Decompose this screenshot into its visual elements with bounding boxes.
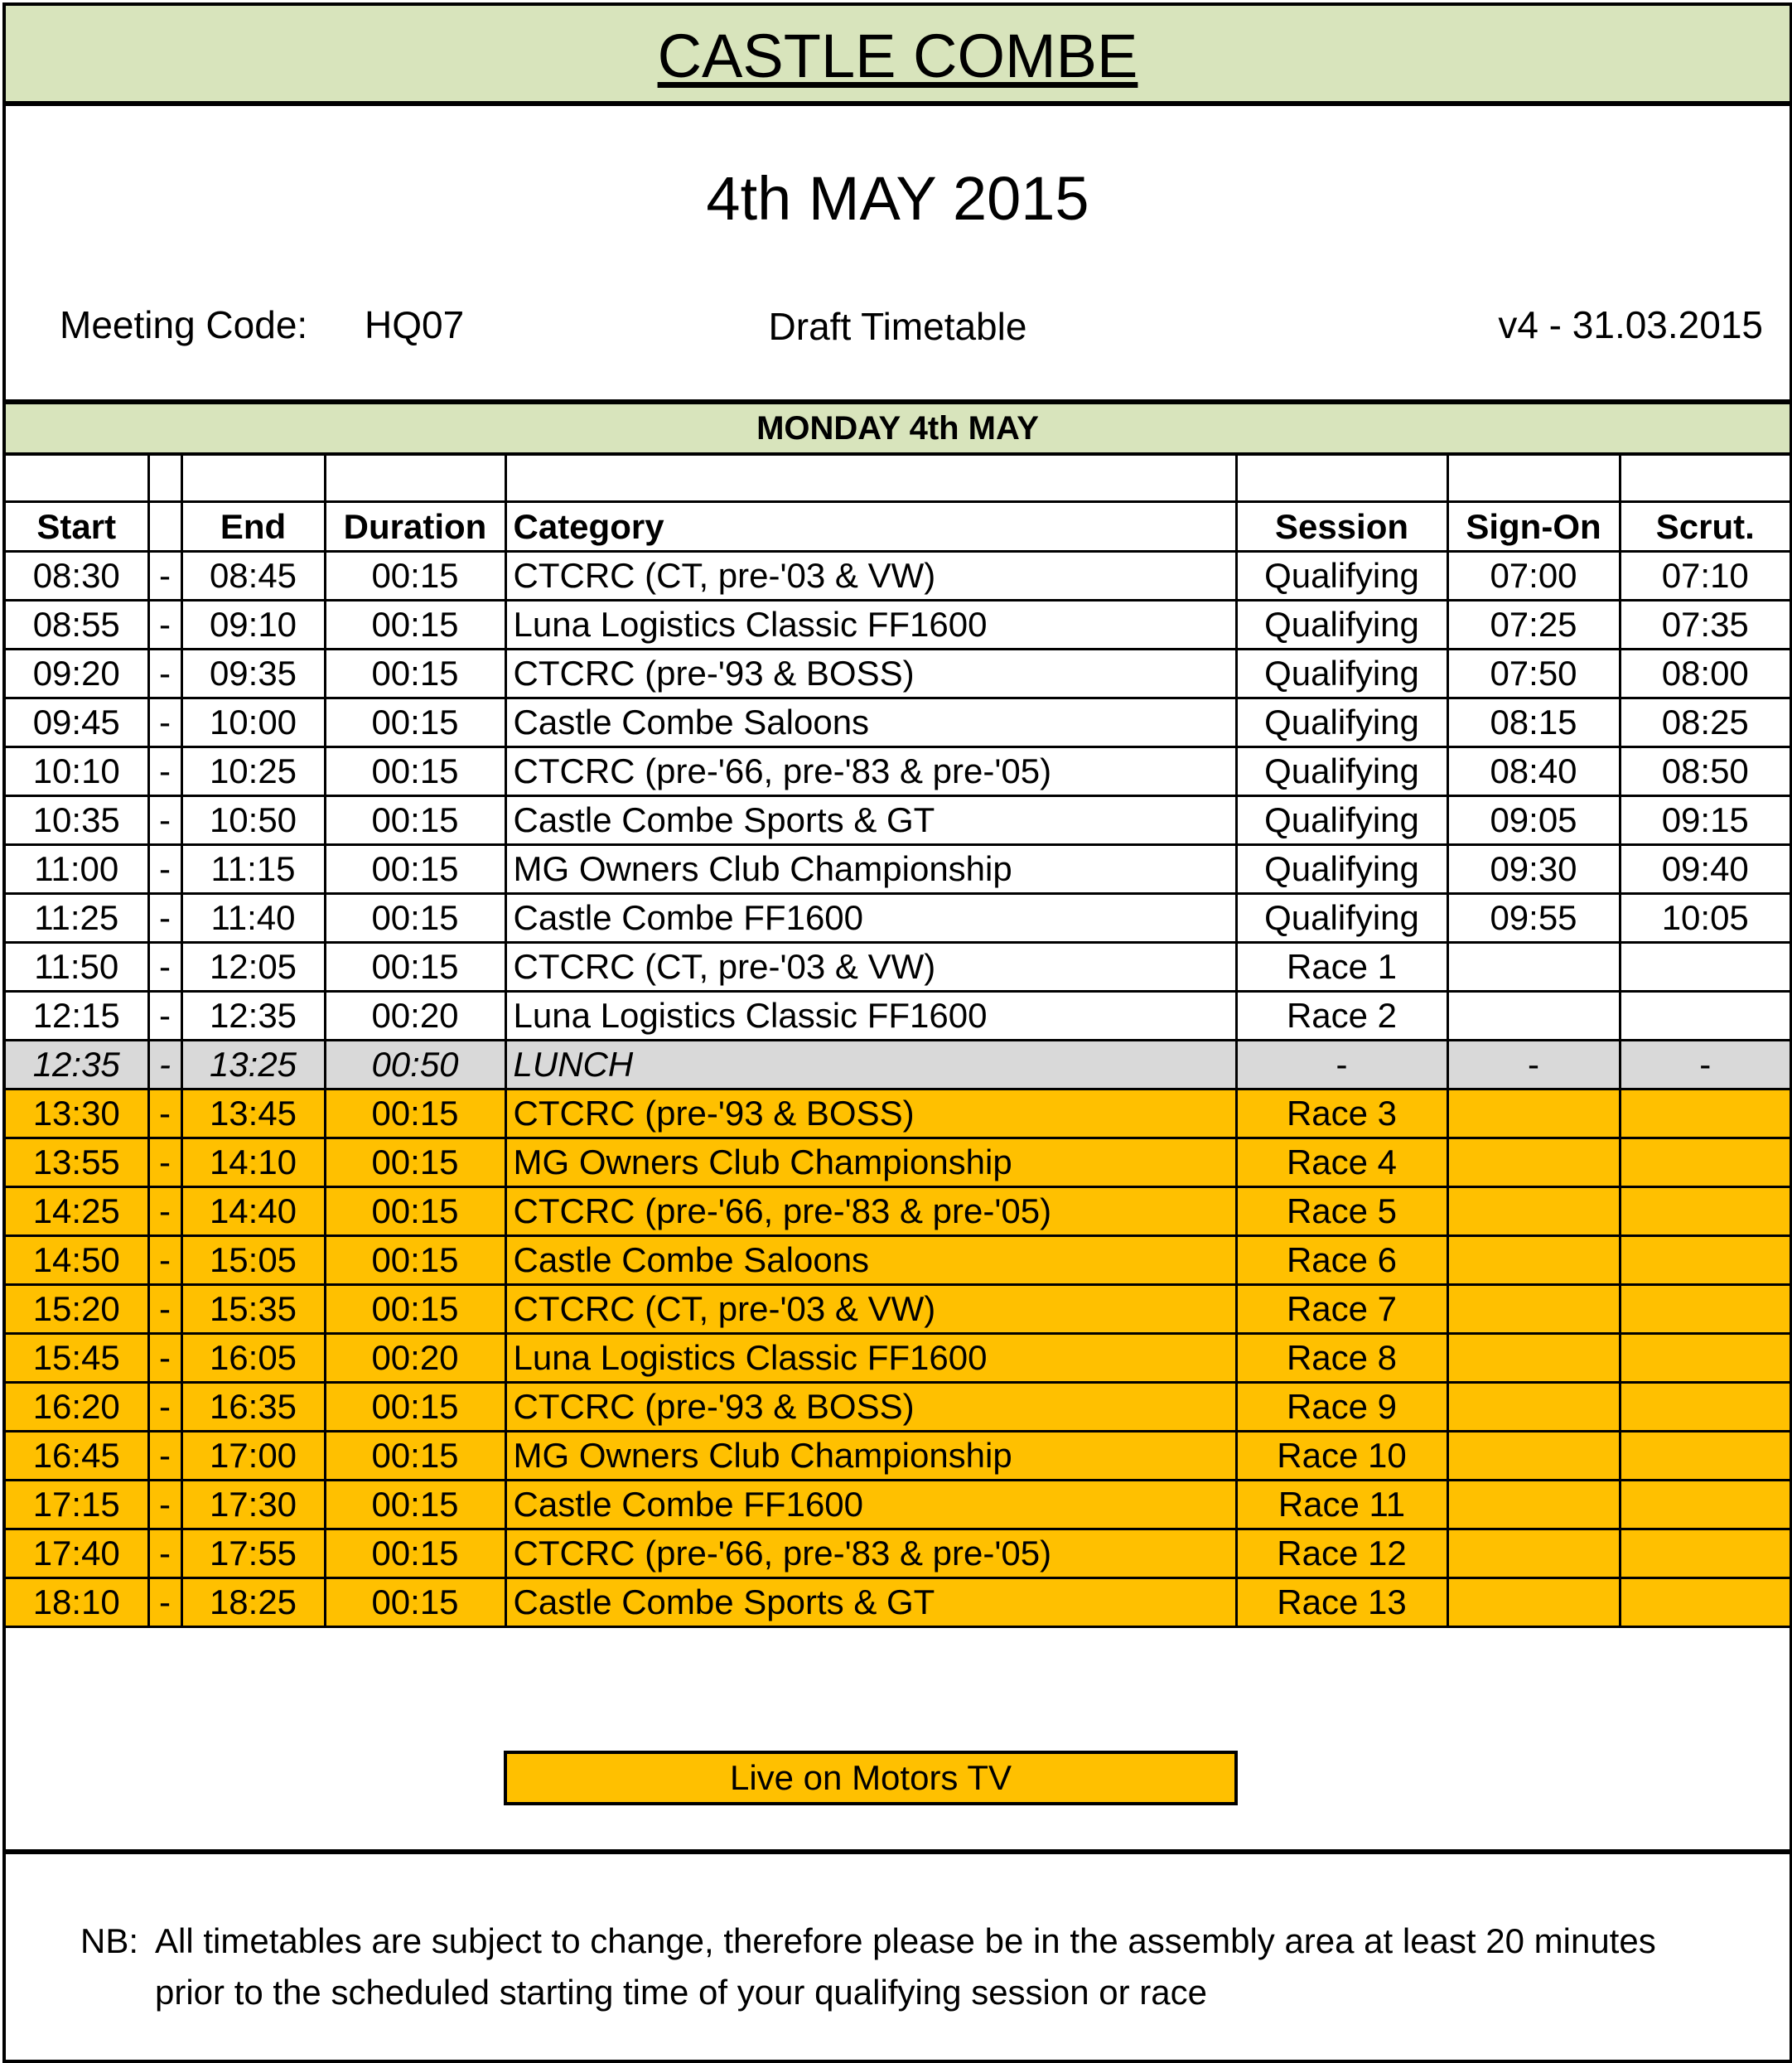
- start-cell: 08:30: [6, 552, 148, 601]
- session-cell: Race 4: [1236, 1138, 1447, 1187]
- table-row: [6, 796, 1790, 845]
- table-row: [6, 1236, 1790, 1285]
- sign-on-cell: 09:30: [1447, 845, 1620, 894]
- start-cell: 09:20: [6, 650, 148, 698]
- separator-cell: -: [148, 650, 181, 698]
- category-cell: CTCRC (CT, pre-'03 & VW): [505, 552, 1236, 601]
- sign-on-cell: 09:55: [1447, 894, 1620, 943]
- scrut-cell: 07:35: [1620, 601, 1790, 650]
- separator-cell: -: [148, 1089, 181, 1138]
- scrut-cell: [1620, 992, 1790, 1041]
- separator-cell: -: [148, 992, 181, 1041]
- start-cell: 18:10: [6, 1578, 148, 1627]
- timetable-table: [6, 454, 1790, 1628]
- sign-on-cell: 09:05: [1447, 796, 1620, 845]
- scrut-cell: 10:05: [1620, 894, 1790, 943]
- end-cell: 13:25: [181, 1041, 325, 1089]
- scrut-cell: [1620, 1383, 1790, 1432]
- table-row: [6, 845, 1790, 894]
- separator-cell: -: [148, 894, 181, 943]
- end-cell: 11:15: [181, 845, 325, 894]
- timetable-sheet: [2, 2, 1792, 2063]
- duration-cell: 00:15: [325, 1236, 505, 1285]
- note-prefix: NB:: [80, 1921, 139, 1960]
- table-row: [6, 1481, 1790, 1529]
- col-header-start: Start: [6, 502, 148, 552]
- end-cell: 11:40: [181, 894, 325, 943]
- start-cell: 09:45: [6, 698, 148, 747]
- start-cell: 15:45: [6, 1334, 148, 1383]
- lunch-row: [6, 1041, 1790, 1089]
- sign-on-cell: 08:40: [1447, 747, 1620, 796]
- sign-on-cell: [1447, 1383, 1620, 1432]
- separator-cell: -: [148, 1529, 181, 1578]
- start-cell: 10:10: [6, 747, 148, 796]
- scrut-cell: [1620, 1187, 1790, 1236]
- start-cell: 17:40: [6, 1529, 148, 1578]
- category-cell: Luna Logistics Classic FF1600: [505, 1334, 1236, 1383]
- start-cell: 13:30: [6, 1089, 148, 1138]
- separator-cell: -: [148, 1481, 181, 1529]
- table-row: [6, 894, 1790, 943]
- end-cell: 16:35: [181, 1383, 325, 1432]
- table-row: [6, 552, 1790, 601]
- separator-cell: -: [148, 943, 181, 992]
- category-cell: Luna Logistics Classic FF1600: [505, 601, 1236, 650]
- end-cell: 17:30: [181, 1481, 325, 1529]
- end-cell: 10:50: [181, 796, 325, 845]
- end-cell: 15:35: [181, 1285, 325, 1334]
- duration-cell: 00:15: [325, 650, 505, 698]
- sign-on-cell: [1447, 943, 1620, 992]
- session-cell: Qualifying: [1236, 698, 1447, 747]
- table-header-row: [6, 502, 1790, 552]
- scrut-cell: 09:15: [1620, 796, 1790, 845]
- duration-cell: 00:15: [325, 747, 505, 796]
- separator-cell: -: [148, 1236, 181, 1285]
- meeting-code-label: Meeting Code:: [60, 303, 308, 346]
- duration-cell: 00:15: [325, 943, 505, 992]
- category-cell: LUNCH: [505, 1041, 1236, 1089]
- start-cell: 11:00: [6, 845, 148, 894]
- duration-cell: 00:15: [325, 1383, 505, 1432]
- sign-on-cell: [1447, 1089, 1620, 1138]
- category-cell: Castle Combe Saloons: [505, 698, 1236, 747]
- sign-on-cell: 08:15: [1447, 698, 1620, 747]
- end-cell: 09:35: [181, 650, 325, 698]
- session-cell: -: [1236, 1041, 1447, 1089]
- live-on-motors-tv-legend: Live on Motors TV: [504, 1751, 1238, 1805]
- scrut-cell: 08:50: [1620, 747, 1790, 796]
- session-cell: Race 5: [1236, 1187, 1447, 1236]
- table-row: [6, 1187, 1790, 1236]
- scrut-cell: [1620, 1236, 1790, 1285]
- table-row: [6, 1432, 1790, 1481]
- category-cell: CTCRC (pre-'93 & BOSS): [505, 1383, 1236, 1432]
- category-cell: Luna Logistics Classic FF1600: [505, 992, 1236, 1041]
- end-cell: 09:10: [181, 601, 325, 650]
- end-cell: 08:45: [181, 552, 325, 601]
- session-cell: Race 2: [1236, 992, 1447, 1041]
- category-cell: Castle Combe FF1600: [505, 894, 1236, 943]
- session-cell: Race 11: [1236, 1481, 1447, 1529]
- sign-on-cell: [1447, 1578, 1620, 1627]
- sign-on-cell: 07:50: [1447, 650, 1620, 698]
- duration-cell: 00:50: [325, 1041, 505, 1089]
- end-cell: 10:25: [181, 747, 325, 796]
- session-cell: Qualifying: [1236, 747, 1447, 796]
- session-cell: Qualifying: [1236, 650, 1447, 698]
- start-cell: 11:25: [6, 894, 148, 943]
- end-cell: 12:35: [181, 992, 325, 1041]
- separator-cell: -: [148, 747, 181, 796]
- duration-cell: 00:15: [325, 698, 505, 747]
- end-cell: 12:05: [181, 943, 325, 992]
- duration-cell: 00:15: [325, 796, 505, 845]
- note-line-1: All timetables are subject to change, therefore please be in the assembly area at least 20 minutes: [155, 1921, 1656, 1960]
- category-cell: MG Owners Club Championship: [505, 845, 1236, 894]
- meeting-code-value: HQ07: [365, 303, 465, 346]
- separator-cell: -: [148, 1383, 181, 1432]
- start-cell: 16:20: [6, 1383, 148, 1432]
- sign-on-cell: [1447, 1138, 1620, 1187]
- session-cell: Race 13: [1236, 1578, 1447, 1627]
- session-cell: Qualifying: [1236, 894, 1447, 943]
- duration-cell: 00:15: [325, 601, 505, 650]
- category-cell: CTCRC (pre-'66, pre-'83 & pre-'05): [505, 1529, 1236, 1578]
- scrut-cell: [1620, 1089, 1790, 1138]
- scrut-cell: 09:40: [1620, 845, 1790, 894]
- duration-cell: 00:15: [325, 1285, 505, 1334]
- col-header-end: End: [181, 502, 325, 552]
- table-row: [6, 650, 1790, 698]
- session-cell: Race 12: [1236, 1529, 1447, 1578]
- session-cell: Race 8: [1236, 1334, 1447, 1383]
- table-row: [6, 747, 1790, 796]
- end-cell: 16:05: [181, 1334, 325, 1383]
- category-cell: MG Owners Club Championship: [505, 1432, 1236, 1481]
- separator-cell: -: [148, 1041, 181, 1089]
- spacer-row: [6, 454, 1790, 502]
- category-cell: Castle Combe Sports & GT: [505, 1578, 1236, 1627]
- start-cell: 17:15: [6, 1481, 148, 1529]
- session-cell: Qualifying: [1236, 845, 1447, 894]
- end-cell: 13:45: [181, 1089, 325, 1138]
- sign-on-cell: 07:00: [1447, 552, 1620, 601]
- scrut-cell: [1620, 1334, 1790, 1383]
- session-cell: Qualifying: [1236, 601, 1447, 650]
- start-cell: 14:50: [6, 1236, 148, 1285]
- separator-cell: -: [148, 1187, 181, 1236]
- start-cell: 14:25: [6, 1187, 148, 1236]
- end-cell: 17:00: [181, 1432, 325, 1481]
- timetable-status: Draft Timetable: [768, 305, 1027, 348]
- session-cell: Race 10: [1236, 1432, 1447, 1481]
- title-band: [6, 6, 1790, 106]
- start-cell: 12:35: [6, 1041, 148, 1089]
- table-row: [6, 1285, 1790, 1334]
- table-row: [6, 1089, 1790, 1138]
- end-cell: 14:10: [181, 1138, 325, 1187]
- sign-on-cell: [1447, 1285, 1620, 1334]
- start-cell: 16:45: [6, 1432, 148, 1481]
- end-cell: 15:05: [181, 1236, 325, 1285]
- duration-cell: 00:15: [325, 1138, 505, 1187]
- scrut-cell: [1620, 1432, 1790, 1481]
- duration-cell: 00:15: [325, 1432, 505, 1481]
- table-row: [6, 943, 1790, 992]
- sign-on-cell: 07:25: [1447, 601, 1620, 650]
- session-cell: Race 9: [1236, 1383, 1447, 1432]
- sign-on-cell: [1447, 1529, 1620, 1578]
- scrut-cell: [1620, 1578, 1790, 1627]
- start-cell: 10:35: [6, 796, 148, 845]
- table-row: [6, 1529, 1790, 1578]
- scrut-cell: 08:00: [1620, 650, 1790, 698]
- day-heading: MONDAY 4th MAY: [6, 399, 1790, 456]
- scrut-cell: 07:10: [1620, 552, 1790, 601]
- timetable-version: v4 - 31.03.2015: [1498, 303, 1763, 346]
- sign-on-cell: [1447, 992, 1620, 1041]
- duration-cell: 00:15: [325, 1578, 505, 1627]
- scrut-cell: [1620, 1529, 1790, 1578]
- end-cell: 14:40: [181, 1187, 325, 1236]
- start-cell: 13:55: [6, 1138, 148, 1187]
- duration-cell: 00:15: [325, 1089, 505, 1138]
- scrut-cell: [1620, 1285, 1790, 1334]
- start-cell: 08:55: [6, 601, 148, 650]
- venue-title: CASTLE COMBE: [657, 22, 1138, 90]
- col-header-category: Category: [505, 502, 1236, 552]
- category-cell: Castle Combe Sports & GT: [505, 796, 1236, 845]
- table-row: [6, 992, 1790, 1041]
- col-header-scrut: Scrut.: [1620, 502, 1790, 552]
- category-cell: CTCRC (pre-'66, pre-'83 & pre-'05): [505, 747, 1236, 796]
- session-cell: Race 3: [1236, 1089, 1447, 1138]
- separator-cell: -: [148, 601, 181, 650]
- start-cell: 11:50: [6, 943, 148, 992]
- category-cell: Castle Combe Saloons: [505, 1236, 1236, 1285]
- sign-on-cell: [1447, 1187, 1620, 1236]
- col-header-separator: [148, 502, 181, 552]
- category-cell: Castle Combe FF1600: [505, 1481, 1236, 1529]
- sign-on-cell: [1447, 1236, 1620, 1285]
- table-row: [6, 1383, 1790, 1432]
- duration-cell: 00:15: [325, 1187, 505, 1236]
- separator-cell: -: [148, 796, 181, 845]
- duration-cell: 00:20: [325, 992, 505, 1041]
- scrut-cell: -: [1620, 1041, 1790, 1089]
- duration-cell: 00:20: [325, 1334, 505, 1383]
- category-cell: CTCRC (CT, pre-'03 & VW): [505, 943, 1236, 992]
- category-cell: CTCRC (pre-'93 & BOSS): [505, 1089, 1236, 1138]
- duration-cell: 00:15: [325, 845, 505, 894]
- category-cell: MG Owners Club Championship: [505, 1138, 1236, 1187]
- col-header-duration: Duration: [325, 502, 505, 552]
- separator-cell: -: [148, 1432, 181, 1481]
- separator-cell: -: [148, 1334, 181, 1383]
- table-row: [6, 1138, 1790, 1187]
- scrut-cell: [1620, 943, 1790, 992]
- category-cell: CTCRC (CT, pre-'03 & VW): [505, 1285, 1236, 1334]
- separator-cell: -: [148, 845, 181, 894]
- start-cell: 15:20: [6, 1285, 148, 1334]
- table-row: [6, 601, 1790, 650]
- table-row: [6, 1578, 1790, 1627]
- category-cell: CTCRC (pre-'66, pre-'83 & pre-'05): [505, 1187, 1236, 1236]
- scrut-cell: [1620, 1481, 1790, 1529]
- session-cell: Qualifying: [1236, 796, 1447, 845]
- section-divider: [6, 1849, 1790, 1854]
- separator-cell: -: [148, 1578, 181, 1627]
- separator-cell: -: [148, 698, 181, 747]
- sign-on-cell: [1447, 1432, 1620, 1481]
- end-cell: 18:25: [181, 1578, 325, 1627]
- scrut-cell: [1620, 1138, 1790, 1187]
- scrut-cell: 08:25: [1620, 698, 1790, 747]
- duration-cell: 00:15: [325, 894, 505, 943]
- end-cell: 17:55: [181, 1529, 325, 1578]
- separator-cell: -: [148, 552, 181, 601]
- note-line-2: prior to the scheduled starting time of your qualifying session or race: [155, 1973, 1207, 2012]
- note-text: [155, 1916, 1729, 2018]
- duration-cell: 00:15: [325, 1529, 505, 1578]
- sign-on-cell: [1447, 1334, 1620, 1383]
- duration-cell: 00:15: [325, 552, 505, 601]
- category-cell: CTCRC (pre-'93 & BOSS): [505, 650, 1236, 698]
- event-date: 4th MAY 2015: [706, 164, 1089, 233]
- separator-cell: -: [148, 1138, 181, 1187]
- table-row: [6, 698, 1790, 747]
- duration-cell: 00:15: [325, 1481, 505, 1529]
- table-row: [6, 1334, 1790, 1383]
- sign-on-cell: -: [1447, 1041, 1620, 1089]
- col-header-sign-on: Sign-On: [1447, 502, 1620, 552]
- session-cell: Race 7: [1236, 1285, 1447, 1334]
- session-cell: Qualifying: [1236, 552, 1447, 601]
- separator-cell: -: [148, 1285, 181, 1334]
- start-cell: 12:15: [6, 992, 148, 1041]
- col-header-session: Session: [1236, 502, 1447, 552]
- session-cell: Race 1: [1236, 943, 1447, 992]
- session-cell: Race 6: [1236, 1236, 1447, 1285]
- sign-on-cell: [1447, 1481, 1620, 1529]
- end-cell: 10:00: [181, 698, 325, 747]
